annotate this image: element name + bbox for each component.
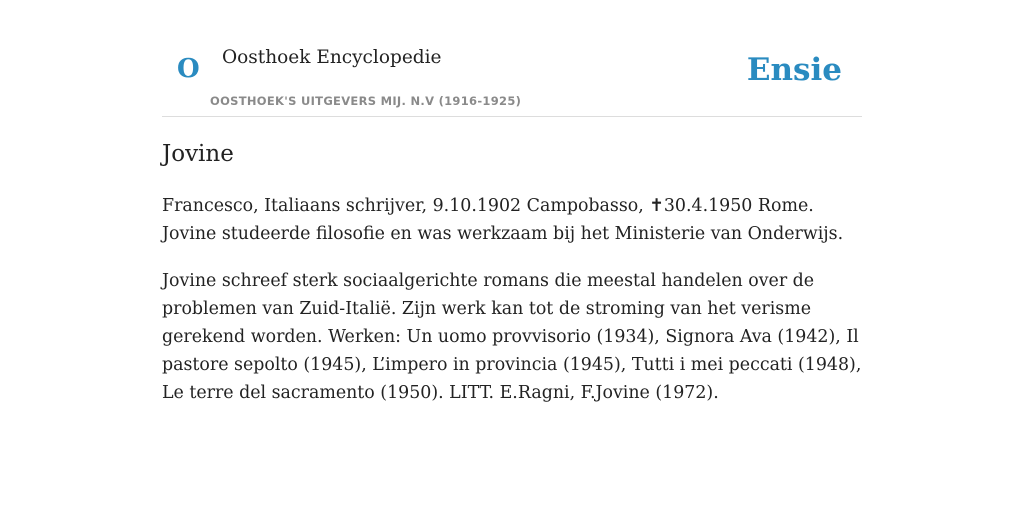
article-paragraph: Jovine schreef sterk sociaalgerichte romans die meestal handelen over de problemen van Zuid-Italië. Zijn werk kan tot de stroming van het verisme gerekend worden. Werken: Un uomo provvisorio (1934), Signora Ava (1942), Il pastore sepolto (1945), L’impero in provincia (1945), Tutti i mei peccati (1948), Le terre del sacramento (1950). LITT. E.Ragni, F.Jovine (1972). <box>162 271 862 403</box>
brand-logo[interactable]: Ensie <box>746 52 842 88</box>
logo-mark[interactable]: O <box>177 54 200 84</box>
article-title: Jovine <box>162 141 234 167</box>
publisher-label: OOSTHOEK'S UITGEVERS MIJ. N.V (1916-1925) <box>210 94 522 108</box>
site-header <box>162 0 862 117</box>
article-paragraph: Francesco, Italiaans schrijver, 9.10.1902 Campobasso, ✝30.4.1950 Rome. Jovine studeerde filosofie en was werkzaam bij het Ministerie van Onderwijs. <box>162 196 844 244</box>
page-container <box>162 0 862 403</box>
site-title[interactable]: Oosthoek Encyclopedie <box>222 47 442 68</box>
